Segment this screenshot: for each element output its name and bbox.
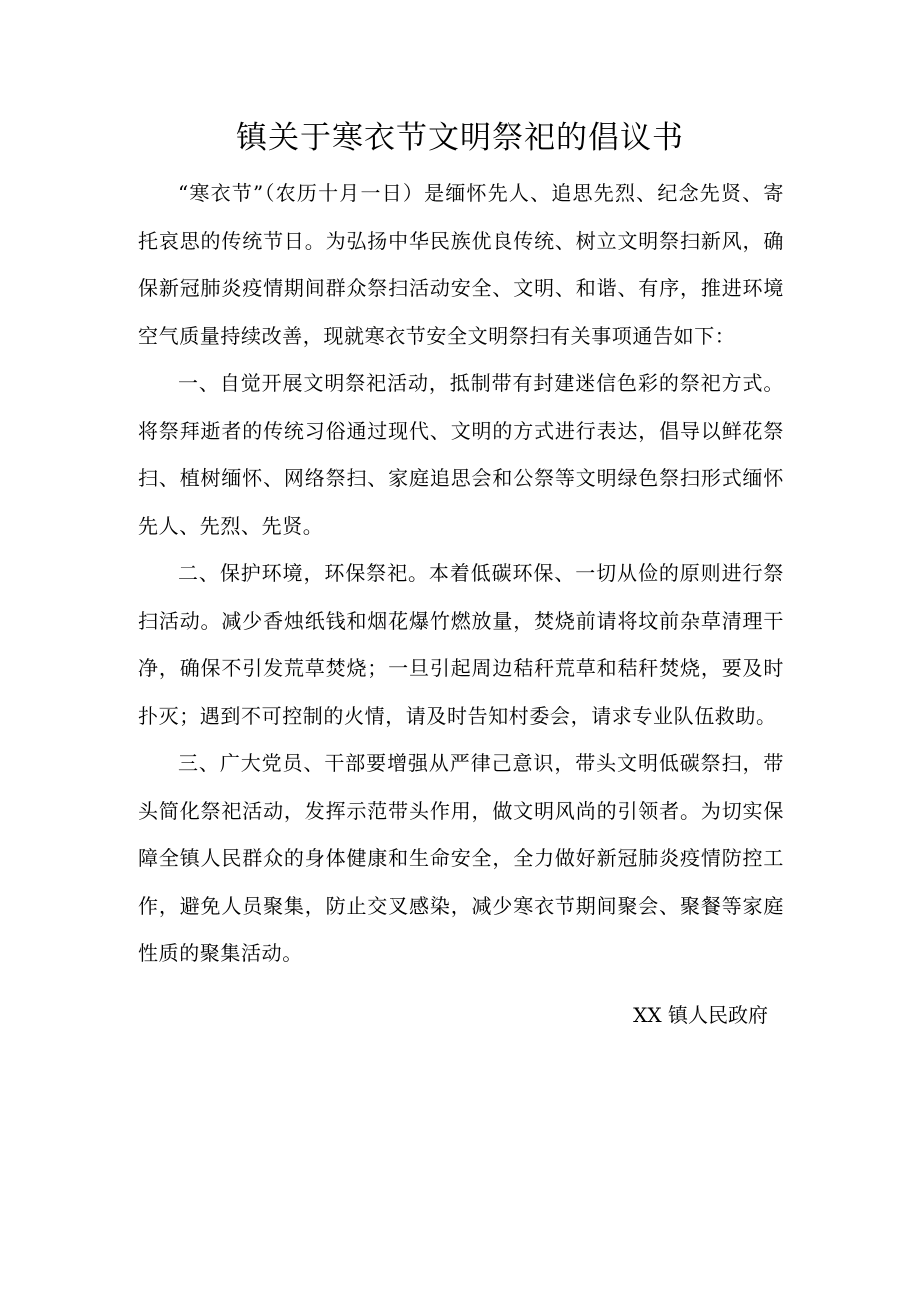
document-signature: XX 镇人民政府 xyxy=(633,1003,768,1027)
document-title: 镇关于寒衣节文明祭祀的倡议书 xyxy=(236,120,684,156)
paragraph-item-3: 三、广大党员、干部要增强从严律己意识，带头文明低碳祭扫，带头简化祭祀活动，发挥示范带头作用，做文明风尚的引领者。为切实保障全镇人民群众的身体健康和生命安全，全力做好新冠肺炎疫情防控工作，避免人员聚集，防止交叉感染，减少寒衣节期间聚会、聚餐等家庭性质的聚集活动。 xyxy=(138,751,784,965)
document-body xyxy=(138,170,784,978)
paragraph-intro: “寒衣节”（农历十月一日）是缅怀先人、追思先烈、纪念先贤、寄托哀思的传统节日。为弘扬中华民族优良传统、树立文明祭扫新风，确保新冠肺炎疫情期间群众祭扫活动安全、文明、和谐、有序，推进环境空气质量持续改善，现就寒衣节安全文明祭扫有关事项通告如下： xyxy=(138,181,784,348)
paragraph-item-2: 二、保护环境，环保祭祀。本着低碳环保、一切从俭的原则进行祭扫活动。减少香烛纸钱和烟花爆竹燃放量，焚烧前请将坟前杂草清理干净，确保不引发荒草焚烧；一旦引起周边秸秆荒草和秸秆焚烧，要及时扑灭；遇到不可控制的火情，请及时告知村委会，请求专业队伍救助。 xyxy=(138,561,784,728)
paragraph-item-1: 一、自觉开展文明祭祀活动，抵制带有封建迷信色彩的祭祀方式。将祭拜逝者的传统习俗通过现代、文明的方式进行表达，倡导以鲜花祭扫、植树缅怀、网络祭扫、家庭追思会和公祭等文明绿色祭扫形式缅怀先人、先烈、先贤。 xyxy=(138,371,784,538)
